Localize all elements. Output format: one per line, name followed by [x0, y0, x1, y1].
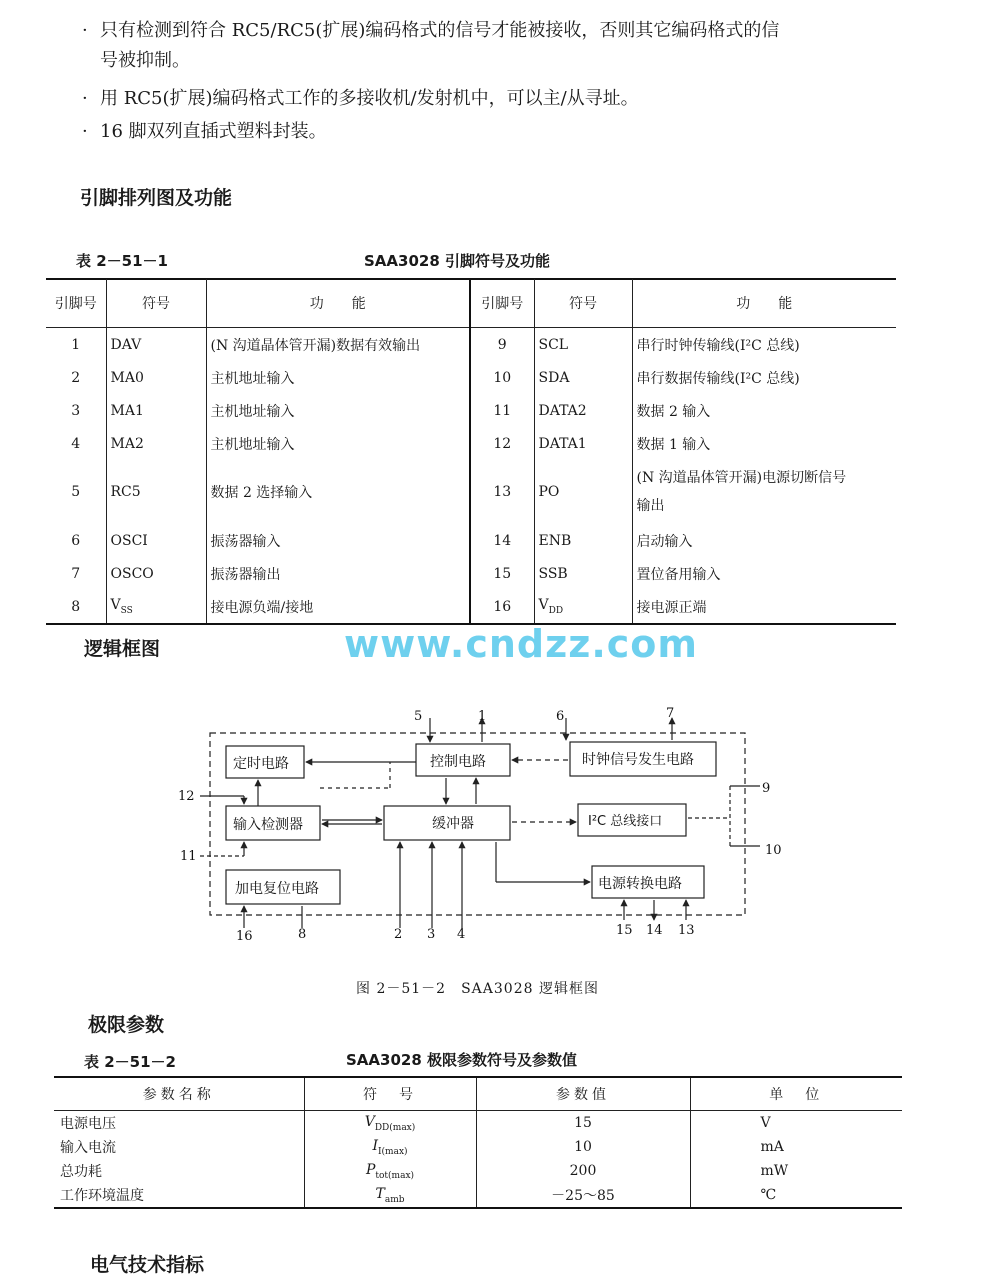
symbol-main: V: [538, 597, 549, 614]
pin-label: 11: [180, 849, 197, 864]
pin-function: (N 沟道晶体管开漏)数据有效输出: [206, 328, 470, 362]
header-pin: 引脚号: [470, 279, 534, 328]
section-heading-limits: 极限参数: [88, 1014, 165, 1036]
param-unit: mW: [690, 1159, 902, 1183]
pin-symbol: [534, 590, 632, 624]
param-unit: mA: [690, 1135, 902, 1159]
param-unit: ℃: [690, 1183, 902, 1208]
pin-number: 1: [71, 336, 81, 353]
param-name: 电源电压: [60, 1116, 116, 1132]
pin-number: 8: [71, 598, 81, 615]
pin-number: 4: [71, 435, 81, 452]
reset-label: 加电复位电路: [235, 881, 319, 897]
header-pin: 引脚号: [46, 279, 106, 328]
control-label: 控制电路: [430, 754, 486, 770]
table-row: [46, 328, 896, 362]
symbol-subscript: SS: [120, 605, 133, 616]
pin-number: 12: [470, 427, 534, 460]
table-row: [46, 361, 896, 394]
pin-symbol: [106, 590, 206, 624]
pin-function: 接电源负端/接地: [206, 590, 470, 624]
bullet-item: [82, 117, 922, 147]
pin-symbol: PO: [534, 460, 632, 524]
bullet-mark: ·: [82, 20, 88, 41]
limit-parameter-table: [54, 1078, 902, 1209]
pin-function: 主机地址输入: [206, 427, 470, 460]
pin-number: 11: [470, 394, 534, 427]
power-label: 电源转换电路: [598, 876, 682, 892]
bullet-mark: ·: [82, 121, 88, 142]
pin-label: 5: [414, 709, 423, 724]
bullet-text: 只有检测到符合 RC5/RC5(扩展)编码格式的信号才能被接收，否则其它编码格式的信: [100, 20, 780, 41]
pin-number: 10: [470, 361, 534, 394]
symbol-main: V: [364, 1113, 375, 1130]
pin-number: 15: [470, 557, 534, 590]
param-unit: V: [690, 1111, 902, 1136]
pin-label: 9: [762, 781, 771, 796]
pin-function-line: (N 沟道晶体管开漏)电源切断信号: [636, 470, 847, 486]
detector-label: 输入检测器: [233, 817, 303, 833]
pin-symbol: RC5: [106, 460, 206, 524]
header-value: 参数值: [476, 1078, 690, 1111]
logic-block-diagram: [170, 700, 810, 950]
pin-function: 启动输入: [632, 524, 896, 557]
pin-function: 数据 2 选择输入: [206, 460, 470, 524]
table-row: [46, 524, 896, 557]
pin-function: 振荡器输出: [206, 557, 470, 590]
table-row: [54, 1111, 902, 1136]
param-value: －25～85: [476, 1183, 690, 1208]
pin-function: 接电源正端: [632, 590, 896, 624]
table-row: [46, 427, 896, 460]
symbol-main: T: [375, 1185, 385, 1202]
table-row: [46, 460, 896, 524]
buffer-label: 缓冲器: [432, 816, 474, 832]
bullet-item: [82, 84, 922, 114]
figure-caption: 图 2－51－2 SAA3028 逻辑框图: [356, 981, 599, 997]
table-title: SAA3028 引脚符号及功能: [364, 252, 550, 270]
table-number: 表 2－51－2: [84, 1053, 176, 1071]
param-value: 10: [476, 1135, 690, 1159]
pin-number: 3: [71, 402, 81, 419]
header-function: 功 能: [206, 279, 470, 328]
pin-number: 9: [470, 328, 534, 362]
param-symbol: [304, 1183, 476, 1208]
i2c-label: I²C 总线接口: [588, 814, 663, 829]
pin-symbol: MA0: [106, 361, 206, 394]
pin-label: 3: [427, 927, 436, 942]
symbol-main: V: [110, 597, 121, 614]
table-row: [54, 1183, 902, 1208]
pin-number: 7: [71, 565, 81, 582]
pin-number: 13: [470, 460, 534, 524]
pin-symbol: DATA2: [534, 394, 632, 427]
pin-function: 串行时钟传输线(I²C 总线): [632, 328, 896, 362]
pin-function: 串行数据传输线(I²C 总线): [632, 361, 896, 394]
section-heading-pins: 引脚排列图及功能: [80, 187, 233, 209]
header-symbol: 符号: [534, 279, 632, 328]
timer-label: 定时电路: [233, 756, 289, 772]
table-row: [46, 394, 896, 427]
symbol-main: P: [365, 1161, 376, 1178]
header-symbol: 符号: [106, 279, 206, 328]
pin-function: 振荡器输入: [206, 524, 470, 557]
bullet-text-continued: 号被抑制。: [100, 50, 190, 71]
header-symbol: 符 号: [304, 1078, 476, 1111]
pin-symbol: SCL: [534, 328, 632, 362]
param-name: 总功耗: [60, 1164, 102, 1180]
pin-symbol: OSCI: [106, 524, 206, 557]
symbol-main: I: [372, 1137, 378, 1154]
pin-function: 主机地址输入: [206, 394, 470, 427]
header-function: 功 能: [632, 279, 896, 328]
pin-function-line: 输出: [636, 498, 665, 514]
clock-label: 时钟信号发生电路: [582, 752, 694, 768]
param-symbol: [304, 1159, 476, 1183]
pin-number: 5: [71, 484, 81, 500]
table-row: [46, 590, 896, 624]
pin-number: 16: [470, 590, 534, 624]
pin-function: 置位备用输入: [632, 557, 896, 590]
pin-function-table: [46, 279, 896, 625]
param-value: 15: [476, 1111, 690, 1136]
bullet-mark: ·: [82, 88, 88, 109]
pin-function: 数据 1 输入: [632, 427, 896, 460]
pin-symbol: MA1: [106, 394, 206, 427]
symbol-subscript: DD: [548, 605, 564, 616]
table-row: [46, 557, 896, 590]
pin-symbol: DATA1: [534, 427, 632, 460]
pin-label: 6: [556, 709, 565, 724]
param-value: 200: [476, 1159, 690, 1183]
bullet-item: [82, 16, 922, 76]
pin-label: 13: [678, 923, 695, 938]
pin-label: 2: [394, 927, 403, 942]
pin-function: 主机地址输入: [206, 361, 470, 394]
pin-label: 4: [457, 927, 466, 942]
section-heading-electrical: 电气技术指标: [90, 1254, 205, 1276]
pin-number: 14: [470, 524, 534, 557]
pin-symbol: SDA: [534, 361, 632, 394]
table-title: SAA3028 极限参数符号及参数值: [346, 1051, 577, 1069]
symbol-subscript: tot(max): [375, 1170, 415, 1181]
pin-symbol: ENB: [534, 524, 632, 557]
pin-function: [632, 460, 896, 524]
pin-symbol: DAV: [106, 328, 206, 362]
bullet-text: 用 RC5(扩展)编码格式工作的多接收机/发射机中，可以主/从寻址。: [100, 88, 639, 109]
pin-label: 10: [765, 843, 782, 858]
pin-label: 7: [666, 706, 675, 721]
bullet-text: 16 脚双列直插式塑料封装。: [100, 121, 327, 142]
pin-label: 16: [236, 929, 253, 944]
pin-label: 8: [298, 927, 307, 942]
pin-number: 2: [71, 369, 81, 386]
param-symbol: [304, 1135, 476, 1159]
table-header-row: [46, 279, 896, 328]
header-unit: 单 位: [690, 1078, 902, 1111]
table-header-row: [54, 1078, 902, 1111]
pin-label: 15: [616, 923, 633, 938]
watermark: www.cndzz.com: [344, 622, 698, 666]
header-name: 参数名称: [54, 1078, 304, 1111]
param-name: 输入电流: [60, 1140, 116, 1156]
pin-symbol: MA2: [106, 427, 206, 460]
table-number: 表 2－51－1: [76, 252, 168, 270]
pin-symbol: OSCO: [106, 557, 206, 590]
symbol-subscript: DD(max): [374, 1122, 416, 1133]
symbol-subscript: amb: [384, 1194, 405, 1205]
param-symbol: [304, 1111, 476, 1136]
pin-label: 14: [646, 923, 663, 938]
symbol-subscript: I(max): [377, 1146, 408, 1157]
pin-number: 6: [71, 532, 81, 549]
table-row: [54, 1159, 902, 1183]
table-row: [54, 1135, 902, 1159]
pin-symbol: SSB: [534, 557, 632, 590]
param-name: 工作环境温度: [60, 1188, 144, 1204]
pin-label: 1: [478, 709, 487, 724]
pin-function: 数据 2 输入: [632, 394, 896, 427]
section-heading-logic: 逻辑框图: [84, 638, 161, 660]
pin-label: 12: [178, 789, 195, 804]
